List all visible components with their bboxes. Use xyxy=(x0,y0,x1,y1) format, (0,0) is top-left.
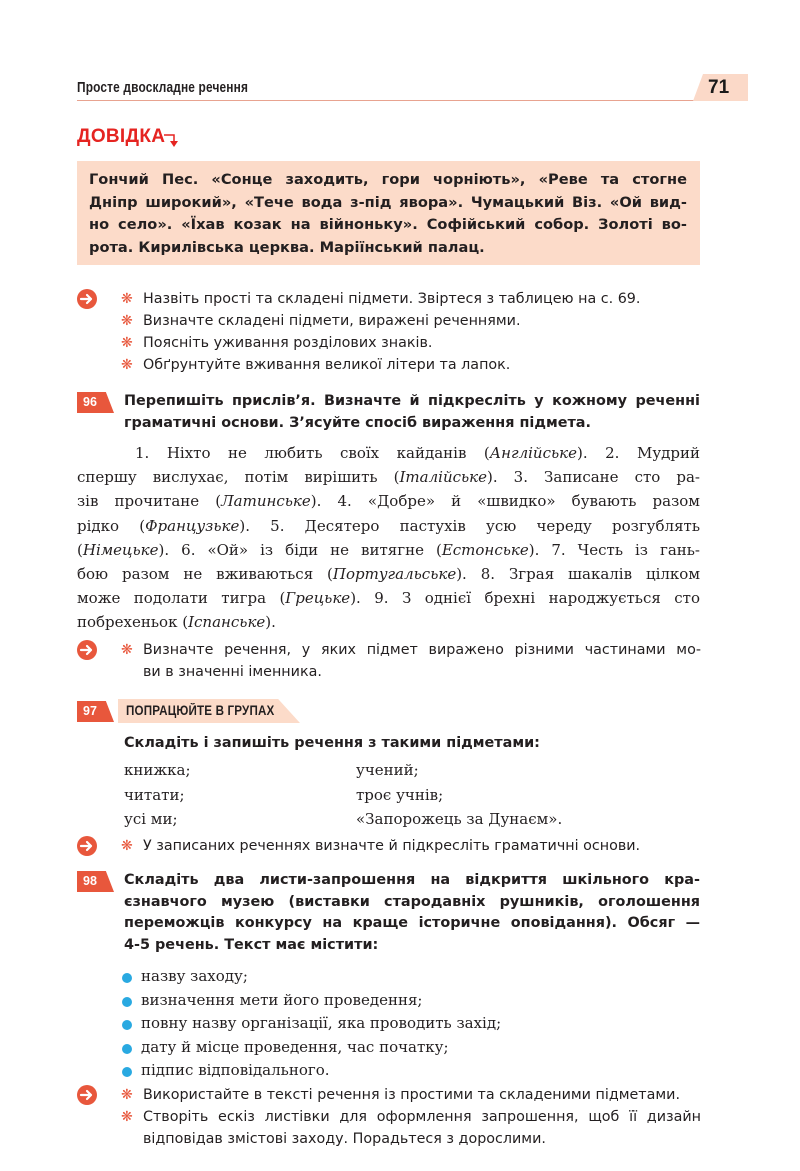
proverb-line: бою разом не вживаються (Португальське). 8. Зграя шакалів цілком xyxy=(77,565,700,584)
exercise-98-instruction: Складіть два листи-запрошення на відкриття шкільного кра- єзнавчого музею (виставки стародавніх рушників, оголошення переможців конкурсу на краще історичне оповідання). Обсяг — 4-5 речень. Текст має містити: xyxy=(124,872,700,953)
dovidka-text xyxy=(89,169,687,259)
proverb-line: може подолати тигра (Грецьке). 9. З однієї брехні народжується сто xyxy=(77,589,700,608)
proverb-line: побрехеньок (Іспанське). xyxy=(77,613,276,632)
exercise-96-instruction: Перепишіть прислів’я. Визначте й підкресліть у кожному реченні граматичні основи. З’ясуйте спосіб вираження підмета. xyxy=(124,393,700,431)
invitation-contents-list xyxy=(121,965,681,1083)
task-list-d xyxy=(121,1084,701,1150)
blue-dot-icon xyxy=(122,973,132,983)
dovidka-line: Гончий Пес. «Сонце заходить, гори чорніють», «Реве та стогне xyxy=(89,171,687,188)
list-item: визначення мети його проведення; xyxy=(121,989,681,1013)
list-item: підпис відповідального. xyxy=(121,1059,681,1083)
dovidka-line: но село». «Їхав козак на війноньку». Софійський собор. Золоті во- xyxy=(89,216,687,233)
task-list-a xyxy=(121,288,701,376)
blue-dot-icon xyxy=(122,1044,132,1054)
task-item: ❋ Назвіть прості та складені підмети. Звіртеся з таблицею на с. 69. xyxy=(121,288,701,310)
task-item: ❋ У записаних реченнях визначте й підкресліть граматичні основи. xyxy=(121,835,701,857)
group-work-label: ПОПРАЦЮЙТЕ В ГРУПАХ xyxy=(126,703,275,718)
proverb-line: рідко (Французьке). 5. Десятеро пастухів усю череду розгублять xyxy=(77,516,700,535)
arrow-right-circle-icon xyxy=(77,640,97,660)
blue-dot-icon xyxy=(122,997,132,1007)
page-number: 71 xyxy=(708,77,730,98)
asterisk-bullet-icon: ❋ xyxy=(121,838,133,854)
task-list-b xyxy=(121,639,701,683)
arrow-right-circle-icon xyxy=(77,1085,97,1105)
asterisk-bullet-icon: ❋ xyxy=(121,313,133,329)
asterisk-bullet-icon: ❋ xyxy=(121,1109,133,1125)
blue-dot-icon xyxy=(122,1020,132,1030)
subjects-row: читати; троє учнів; xyxy=(124,785,444,804)
arrow-right-circle-icon xyxy=(77,289,97,309)
dovidka-title: ДОВІДКА xyxy=(77,126,166,147)
task-item: ❋ Визначте складені підмети, виражені реченнями. xyxy=(121,310,701,332)
task-item: ❋ Визначте речення, у яких підмет виражено різними частинами мо- ви в значенні іменника. xyxy=(121,639,701,683)
proverb-line: (Німецьке). 6. «Ой» із біди не витягне (Естонське). 7. Честь із гань- xyxy=(77,540,700,559)
asterisk-bullet-icon: ❋ xyxy=(121,335,133,351)
asterisk-bullet-icon: ❋ xyxy=(121,291,133,307)
exercise-number: 98 xyxy=(83,874,97,888)
task-item: ❋ Створіть ескіз листівки для оформлення запрошення, щоб її дизайн відповідав змістові заходу. Порадьтеся з дорослими. xyxy=(121,1106,701,1150)
subjects-row: книжка; учений; xyxy=(124,761,419,779)
blue-dot-icon xyxy=(122,1067,132,1077)
task-item: ❋ Поясніть уживання розділових знаків. xyxy=(121,332,701,354)
dovidka-line: рота. Кирилівська церква. Маріїнський палац. xyxy=(89,238,485,256)
task-item: ❋ Використайте в тексті речення із простими та складеними підметами. xyxy=(121,1084,701,1106)
corner-arrow-icon xyxy=(163,132,179,148)
asterisk-bullet-icon: ❋ xyxy=(121,642,133,658)
list-item: повну назву організації, яка проводить захід; xyxy=(121,1012,681,1036)
subjects-row: усі ми; «Запорожець за Дунаєм». xyxy=(124,810,563,828)
proverb-line: 1. Ніхто не любить своїх кайданів (Англійське). 2. Мудрий xyxy=(135,444,700,462)
header-rule xyxy=(77,100,747,101)
exercise-97-instruction: Складіть і запишіть речення з такими підметами: xyxy=(124,735,540,751)
task-item: ❋ Обґрунтуйте вживання великої літери та лапок. xyxy=(121,354,701,376)
proverb-line: зів прочитане (Латинське). 4. «Добре» й «швидко» бувають разом xyxy=(77,492,700,511)
task-list-c xyxy=(121,835,701,857)
dovidka-line: Дніпр широкий», «Тече вода з-під явора». Чумацький Віз. «Ой вид- xyxy=(89,193,687,211)
asterisk-bullet-icon: ❋ xyxy=(121,357,133,373)
list-item: назву заходу; xyxy=(121,965,681,989)
subjects-grid xyxy=(124,761,644,835)
proverb-line: спершу вислухає, потім вирішить (Італійське). 3. Записане сто ра- xyxy=(77,468,700,487)
asterisk-bullet-icon: ❋ xyxy=(121,1087,133,1103)
running-header xyxy=(77,79,747,101)
proverbs-text xyxy=(77,441,700,635)
exercise-number: 96 xyxy=(83,395,97,409)
exercise-number: 97 xyxy=(83,704,97,718)
arrow-right-circle-icon xyxy=(77,836,97,856)
list-item: дату й місце проведення, час початку; xyxy=(121,1036,681,1060)
section-title: Просте двоскладне речення xyxy=(77,80,249,96)
